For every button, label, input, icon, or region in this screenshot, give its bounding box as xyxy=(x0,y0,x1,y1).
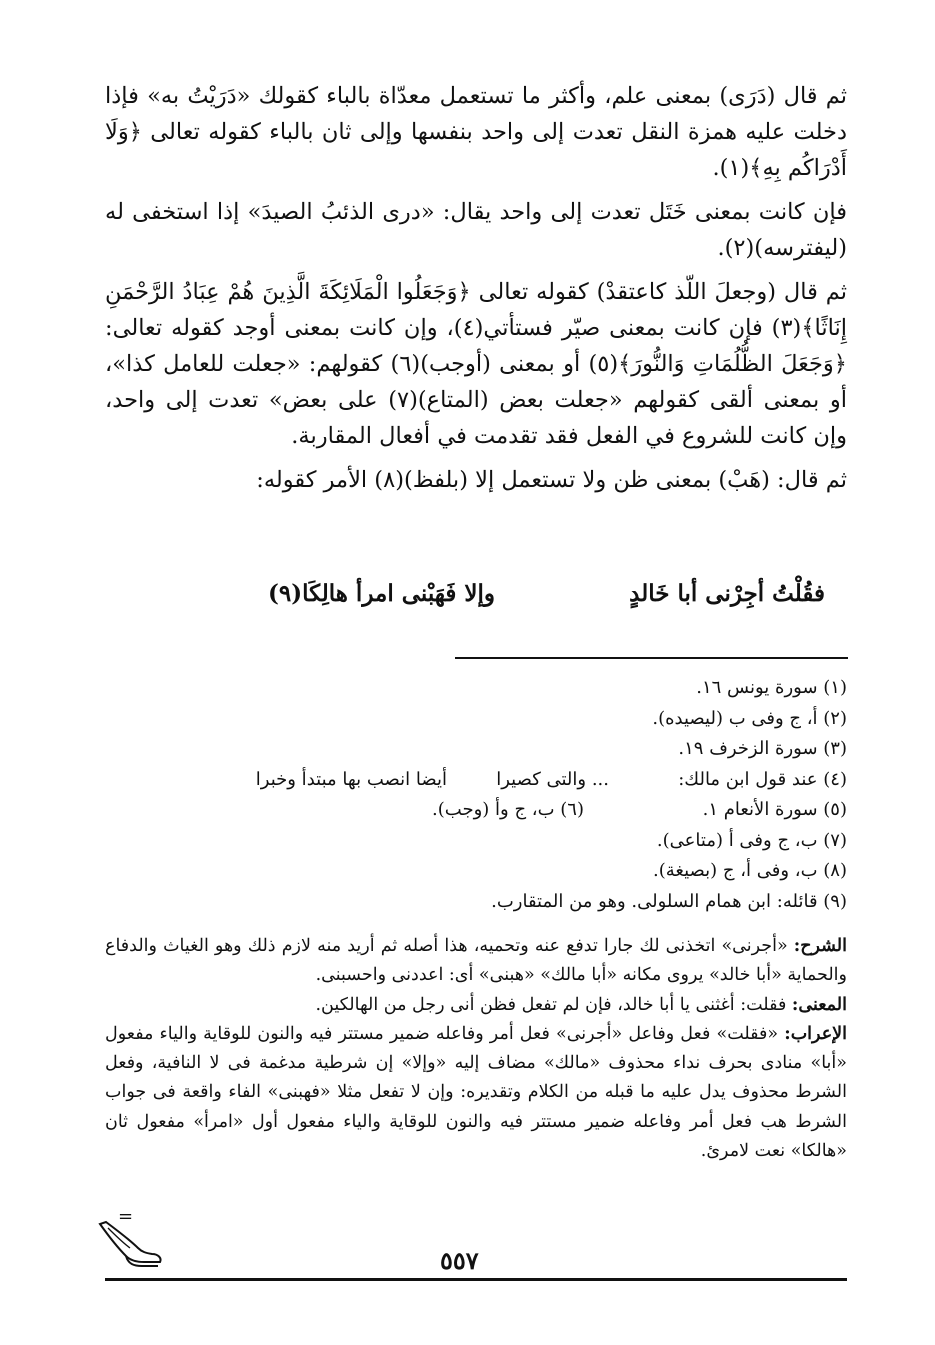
page-number: ٥٥٧ xyxy=(440,1246,479,1275)
paragraph-jaala: ثم قال (وجعلَ اللّذ كاعتقدْ) كقوله تعالى ﴿وَجَعَلُوا الْمَلَائِكَةَ الَّذِينَ هُمْ عِبَادُ الرَّحْمَنِ إِنَاثًا﴾(٣) فإن كانت بمعنى صيّر فستأتي(٤)، وإن كانت بمعنى أوجد كقوله تعالى: ﴿وَجَعَلَ الظُّلُمَاتِ وَالنُّورَ﴾(٥) أو بمعنى (أوجب)(٦) كقولهم: «جعلت للعامل كذا»، أو بمعنى ألقى كقولهم «جعلت بعض (المتاع)(٧) على بعض» تعدت إلى واحد، وإن كانت للشروع في الفعل فقد تقدمت في أفعال المقاربة. xyxy=(105,279,847,449)
commentary-irab: الإعراب: «فقلت» فعل وفاعل «أجرنى» فعل أمر وفاعله ضمير مستتر فيه والنون للوقاية والياء مفعول «أبا» منادى بحرف نداء محذوف «مالك» مضاف إليه «وإلا» إن شرطية مدغمة فى لا النافية، وفعل الشرط محذوف يدل عليه ما قبله من الكلام وتقديره: وإن لا تفعل مثلا «فهبنى» الفاء واقعة فى جواب الشرط هب فعل أمر وفاعله ضمير مستتر فيه والنون للوقاية والياء مفعول أول «امرأ» مفعول ثان «هالكا» نعت لامرئ. xyxy=(105,1023,847,1162)
verse-second-hemistich: وإلا فَهَبْنى امرأ هالِكَا(٩) xyxy=(267,580,495,607)
footnote-4-verse-a: ... والتى كصيرا xyxy=(496,768,609,790)
paragraph-hab: ثم قال: (هَبْ) بمعنى ظن ولا تستعمل إلا (بلفظ)(٨) الأمر كقوله: xyxy=(256,467,847,493)
footnote-1: (١) سورة يونس ١٦. xyxy=(696,677,847,698)
footnote-7: (٧) ب، ج وفى أ (متاعى). xyxy=(656,829,847,851)
verse-first-hemistich: فقُلْتُ أجِرْنى أبا خَالدٍ xyxy=(629,580,825,607)
footnote-9: (٩) قائله: ابن همام السلولى. وهو من المتقارب. xyxy=(491,890,847,912)
footnote-5: (٥) سورة الأنعام ١. (٦) ب، ج وأ (وجب). xyxy=(105,795,847,826)
footnote-separator xyxy=(455,657,848,659)
paragraph-dara: ثم قال (دَرَى) بمعنى علم، وأكثر ما تستعمل معدّاة بالباء كقولك «دَرَيْتُ به» فإذا دخلت عليه همزة النقل تعدت إلى واحد بنفسها وإلى ثان بالباء كقوله تعالى ﴿وَلَا أَدْرَاكُم بِهِ﴾(١). xyxy=(105,83,848,181)
sharh-label: الشرح: xyxy=(793,936,847,956)
footnote-4-verse-b: أيضا انصب بها مبتدأ وخبرا xyxy=(255,768,447,790)
main-text xyxy=(105,78,847,506)
commentary xyxy=(105,932,847,1166)
footnote-4: (٤) عند قول ابن مالك: ... والتى كصيرا أيضا انصب بها مبتدأ وخبرا xyxy=(105,765,847,796)
footnote-3: (٣) سورة الزخرف ١٩. xyxy=(678,738,847,759)
continuation-mark: = xyxy=(118,1206,134,1227)
footnote-8: (٨) ب، وفى أ، ج (بصيغة). xyxy=(653,860,847,881)
footnotes xyxy=(105,673,847,917)
pointing-hand-icon xyxy=(96,1218,166,1270)
paragraph-khatal: فإن كانت بمعنى خَتَل تعدت إلى واحد يقال: «درى الذئبُ الصيدَ» إذا استخفى له (ليفترسه)(٢). xyxy=(105,199,847,261)
irab-label: الإعراب: xyxy=(784,1023,847,1044)
poetry-verse xyxy=(205,580,825,620)
page-bottom-rule xyxy=(105,1278,847,1281)
commentary-sharh: الشرح: «أجرنى» اتخذنى لك جارا تدفع عنه وتحميه، هذا أصله ثم أريد منه لازم ذلك وهو الغياث والدفاع والحماية «أبا خالد» يروى مكانه «أبا مالك» «هبنى» أى: اعددنى واحسبنى. xyxy=(105,936,847,986)
commentary-maana: المعنى: فقلت: أغثنى يا أبا خالد، فإن لم تفعل فظن أنى رجل من الهالكين. xyxy=(315,994,847,1015)
maana-label: المعنى: xyxy=(791,994,847,1015)
footnote-6: (٦) ب، ج وأ (وجب). xyxy=(432,799,584,820)
footnote-2: (٢) أ، ج وفى ب (ليصيده). xyxy=(652,707,847,729)
